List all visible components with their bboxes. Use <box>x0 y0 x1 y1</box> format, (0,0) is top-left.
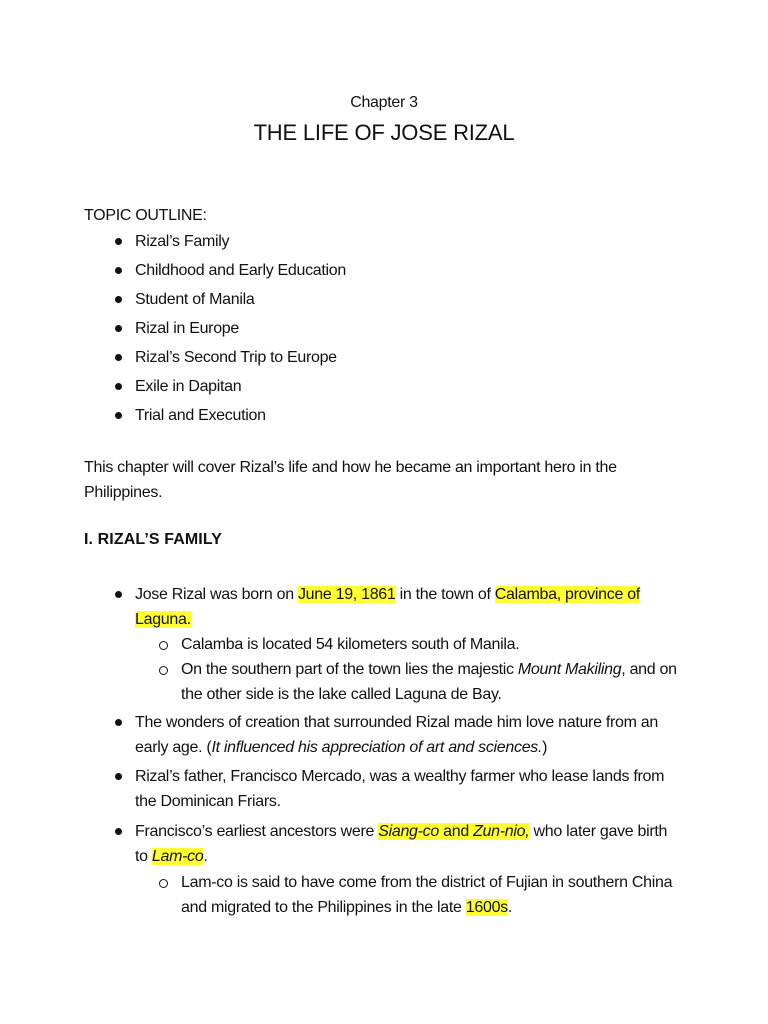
highlight-1600s: 1600s <box>465 899 508 916</box>
bullet-ancestors: Francisco’s earliest ancestors were Siang-co and Zun-nio, who later gave birth to Lam-co. <box>135 819 675 869</box>
bullet-dot <box>115 773 122 780</box>
bullet-birth: Jose Rizal was born on June 19, 1861 in the town of Calamba, province of Laguna. <box>135 582 695 632</box>
sub-bullet-lam-co-origin: Lam-co is said to have come from the district of Fujian in southern China and migrated to the Philippines in the late 1600s. <box>181 870 681 920</box>
sub-bullet-ring <box>159 879 168 888</box>
sub-bullet-ring <box>159 641 168 650</box>
bullet-dot <box>115 591 122 598</box>
chapter-label: Chapter 3 <box>350 94 418 111</box>
bullet-dot <box>115 719 122 726</box>
bullet-nature: The wonders of creation that surrounded Rizal made him love nature from an early age. (It influenced his appreciation of art and sciences.) <box>135 710 675 760</box>
outline-item: Childhood and Early Education <box>84 258 346 287</box>
highlight-siang-co: Siang-co <box>378 823 439 840</box>
topic-outline-list <box>84 229 346 432</box>
outline-item: Student of Manila <box>84 287 346 316</box>
sub-bullet-makiling: On the southern part of the town lies the majestic Mount Makiling, and on the other side is the lake called Laguna de Bay. <box>181 657 681 707</box>
sub-bullet-ring <box>159 666 168 675</box>
highlight-birthdate: June 19, 1861 <box>297 586 396 603</box>
sub-bullet-calamba-location: Calamba is located 54 kilometers south of Manila. <box>181 632 701 657</box>
outline-item: Rizal’s Second Trip to Europe <box>84 345 346 374</box>
outline-item: Rizal in Europe <box>84 316 346 345</box>
outline-item: Exile in Dapitan <box>84 374 346 403</box>
highlight-zun-nio: Zun-nio, <box>473 823 530 840</box>
topic-outline-heading: TOPIC OUTLINE: <box>84 207 207 224</box>
chapter-title: THE LIFE OF JOSE RIZAL <box>253 120 515 145</box>
outline-item: Rizal’s Family <box>84 229 346 258</box>
section-heading-rizals-family: I. RIZAL’S FAMILY <box>84 531 223 548</box>
bullet-dot <box>115 828 122 835</box>
bullet-father: Rizal’s father, Francisco Mercado, was a wealthy farmer who lease lands from the Dominican Friars. <box>135 764 685 814</box>
intro-paragraph: This chapter will cover Rizal’s life and how he became an important hero in the Philippines. <box>84 459 617 501</box>
highlight-birthplace: Calamba, province of Laguna. <box>135 586 640 628</box>
highlight-lam-co: Lam-co <box>151 848 204 865</box>
outline-item: Trial and Execution <box>84 403 346 432</box>
